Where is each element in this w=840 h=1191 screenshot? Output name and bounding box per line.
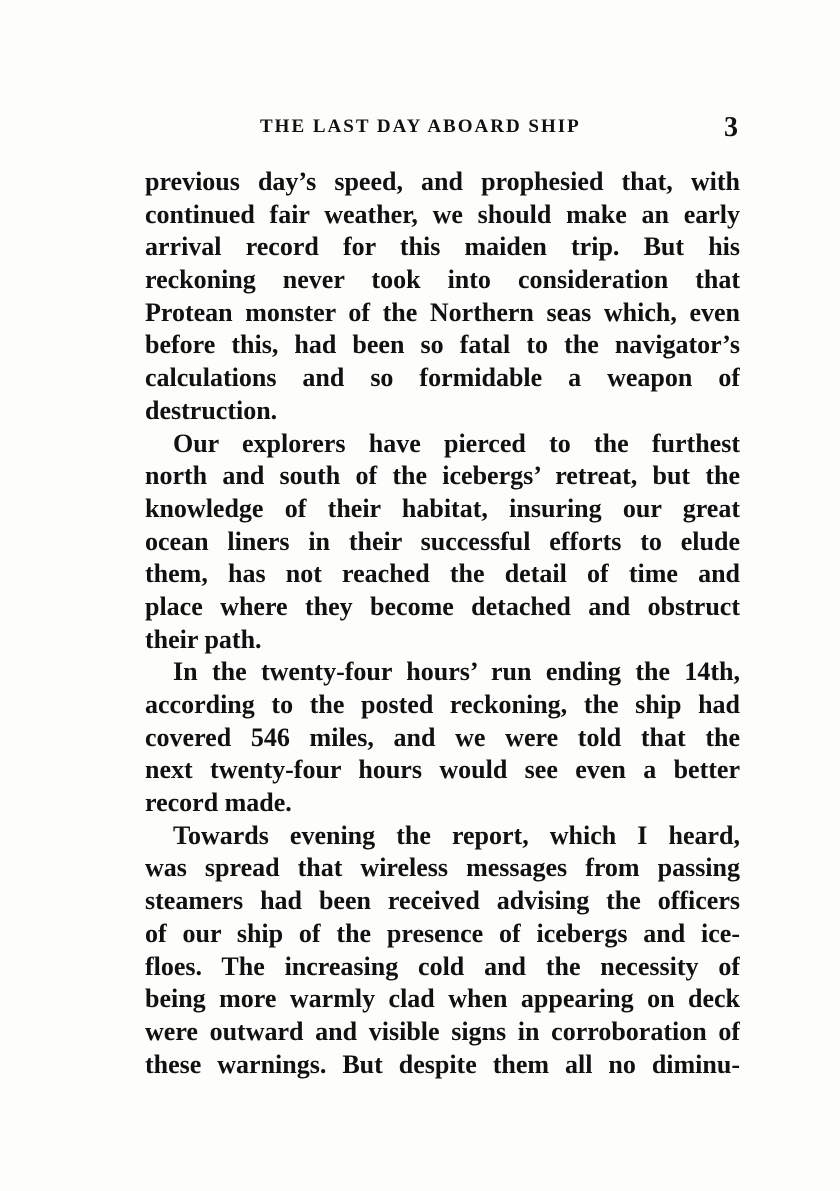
text-line: being more warmly clad when appearing on deck xyxy=(145,984,740,1014)
text-line: next twenty-four hours would see even a better xyxy=(145,755,740,785)
text-line: covered 546 miles, and we were told that the xyxy=(145,722,740,752)
text-line: of our ship of the presence of icebergs and ice- xyxy=(145,918,740,948)
text-line: according to the posted reckoning, the ship had xyxy=(145,690,740,719)
text-line: ocean liners in their successful efforts to elude xyxy=(145,526,740,556)
text-line: was spread that wireless messages from passing xyxy=(145,853,740,883)
text-line: continued fair weather, we should make an early xyxy=(145,199,740,229)
text-line: north and south of the icebergs’ retreat, but the xyxy=(145,461,740,491)
text-line: place where they become detached and obstruct xyxy=(145,591,740,621)
text-line: steamers had been received advising the officers xyxy=(145,886,740,916)
text-line: floes. The increasing cold and the necessity of xyxy=(145,951,740,981)
text-line: destruction. xyxy=(145,395,278,425)
text-line: Towards evening the report, which I heard, xyxy=(173,820,740,850)
page-number: 3 xyxy=(724,112,738,143)
text-line: record made. xyxy=(145,788,292,818)
running-title: THE LAST DAY ABOARD SHIP xyxy=(260,116,581,137)
text-line: were outward and visible signs in corroboration of xyxy=(145,1016,740,1046)
text-line: them, has not reached the detail of time and xyxy=(145,559,740,589)
text-line: before this, had been so fatal to the navigator’s xyxy=(145,330,740,360)
text-line: knowledge of their habitat, insuring our great xyxy=(145,493,740,523)
text-line: their path. xyxy=(145,624,262,654)
text-line: these warnings. But despite them all no diminu- xyxy=(145,1049,740,1079)
running-head xyxy=(145,112,740,152)
text-line: Protean monster of the Northern seas which, even xyxy=(145,297,740,327)
text-line: reckoning never took into consideration that xyxy=(145,265,740,295)
text-line: Our explorers have pierced to the furthest xyxy=(173,428,740,458)
text-line: In the twenty-four hours’ run ending the 14th, xyxy=(173,657,740,687)
text-line: previous day’s speed, and prophesied that, with xyxy=(145,167,740,196)
text-line: arrival record for this maiden trip. But his xyxy=(145,232,740,262)
text-line: calculations and so formidable a weapon of xyxy=(145,363,740,393)
body-text xyxy=(145,166,740,1081)
